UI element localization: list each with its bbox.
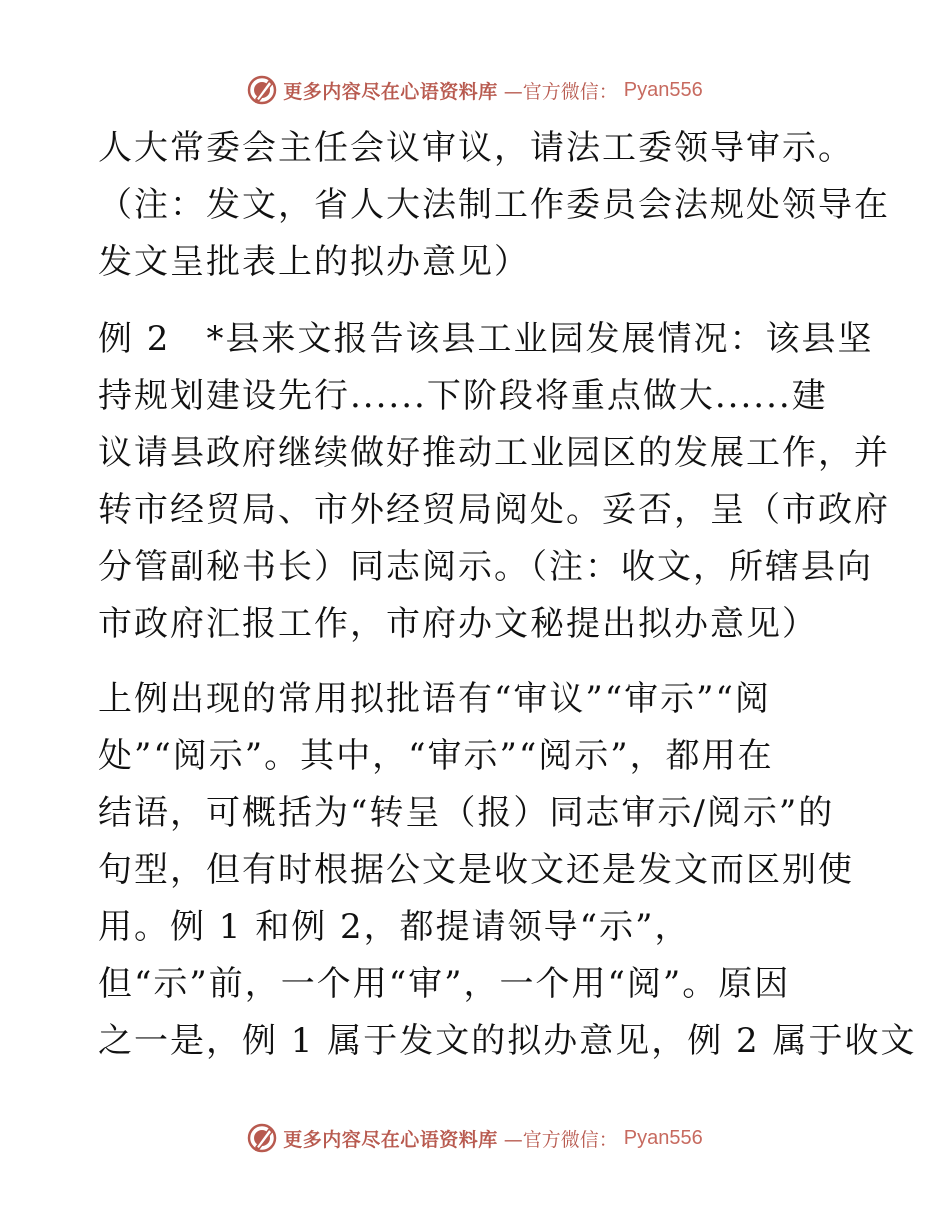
footer-watermark: [0, 1120, 950, 1156]
text-line: （注：发文，省人大法制工作委员会法规处领导在: [98, 185, 890, 225]
paragraph-1: [98, 120, 890, 291]
paragraph-3: [98, 671, 917, 1070]
text-line: 上例出现的常用拟批语有“审议”“审示”“阅: [98, 679, 771, 719]
document-body: [98, 120, 917, 1070]
watermark-text: 更多内容尽在心语资料库: [283, 80, 498, 103]
text-line: 转市经贸局、市外经贸局阅处。妥否，呈（市政府: [98, 490, 890, 530]
text-line: 人大常委会主任会议审议，请法工委领导审示。: [98, 128, 854, 168]
paragraph-2: [98, 311, 890, 653]
watermark-text: 更多内容尽在心语资料库: [283, 1128, 498, 1151]
header-watermark: [0, 72, 950, 108]
text-line: 之一是，例 1 属于发文的拟办意见，例 2 属于收文: [98, 1021, 917, 1061]
text-line: 分管副秘书长）同志阅示。（注：收文，所辖县向: [98, 547, 873, 587]
text-line: 议请县政府继续做好推动工业园区的发展工作，并: [98, 433, 890, 473]
watermark-wechat-id: Pyan556: [623, 1126, 703, 1149]
text-line: 发文呈批表上的拟办意见）: [98, 242, 530, 282]
pen-logo-icon: [247, 75, 277, 105]
text-line: 但“示”前，一个用“审”，一个用“阅”。原因: [98, 964, 791, 1004]
watermark-dash: —官方微信：: [503, 80, 618, 103]
pen-logo-icon: [247, 1123, 277, 1153]
watermark-dash: —官方微信：: [503, 1128, 618, 1151]
text-line: 结语，可概括为“转呈（报）同志审示/阅示”的: [98, 793, 835, 833]
text-line: 句型，但有时根据公文是收文还是发文而区别使: [98, 850, 854, 890]
text-line: 用。例 1 和例 2，都提请领导“示”，: [98, 907, 691, 947]
text-line: 市政府汇报工作，市府办文秘提出拟办意见）: [98, 604, 818, 644]
watermark-wechat-id: Pyan556: [623, 78, 703, 101]
text-line: 例 2 *县来文报告该县工业园发展情况：该县坚: [98, 319, 874, 359]
text-line: 持规划建设先行......下阶段将重点做大......建: [98, 376, 828, 416]
text-line: 处”“阅示”。其中，“审示”“阅示”，都用在: [98, 736, 774, 776]
